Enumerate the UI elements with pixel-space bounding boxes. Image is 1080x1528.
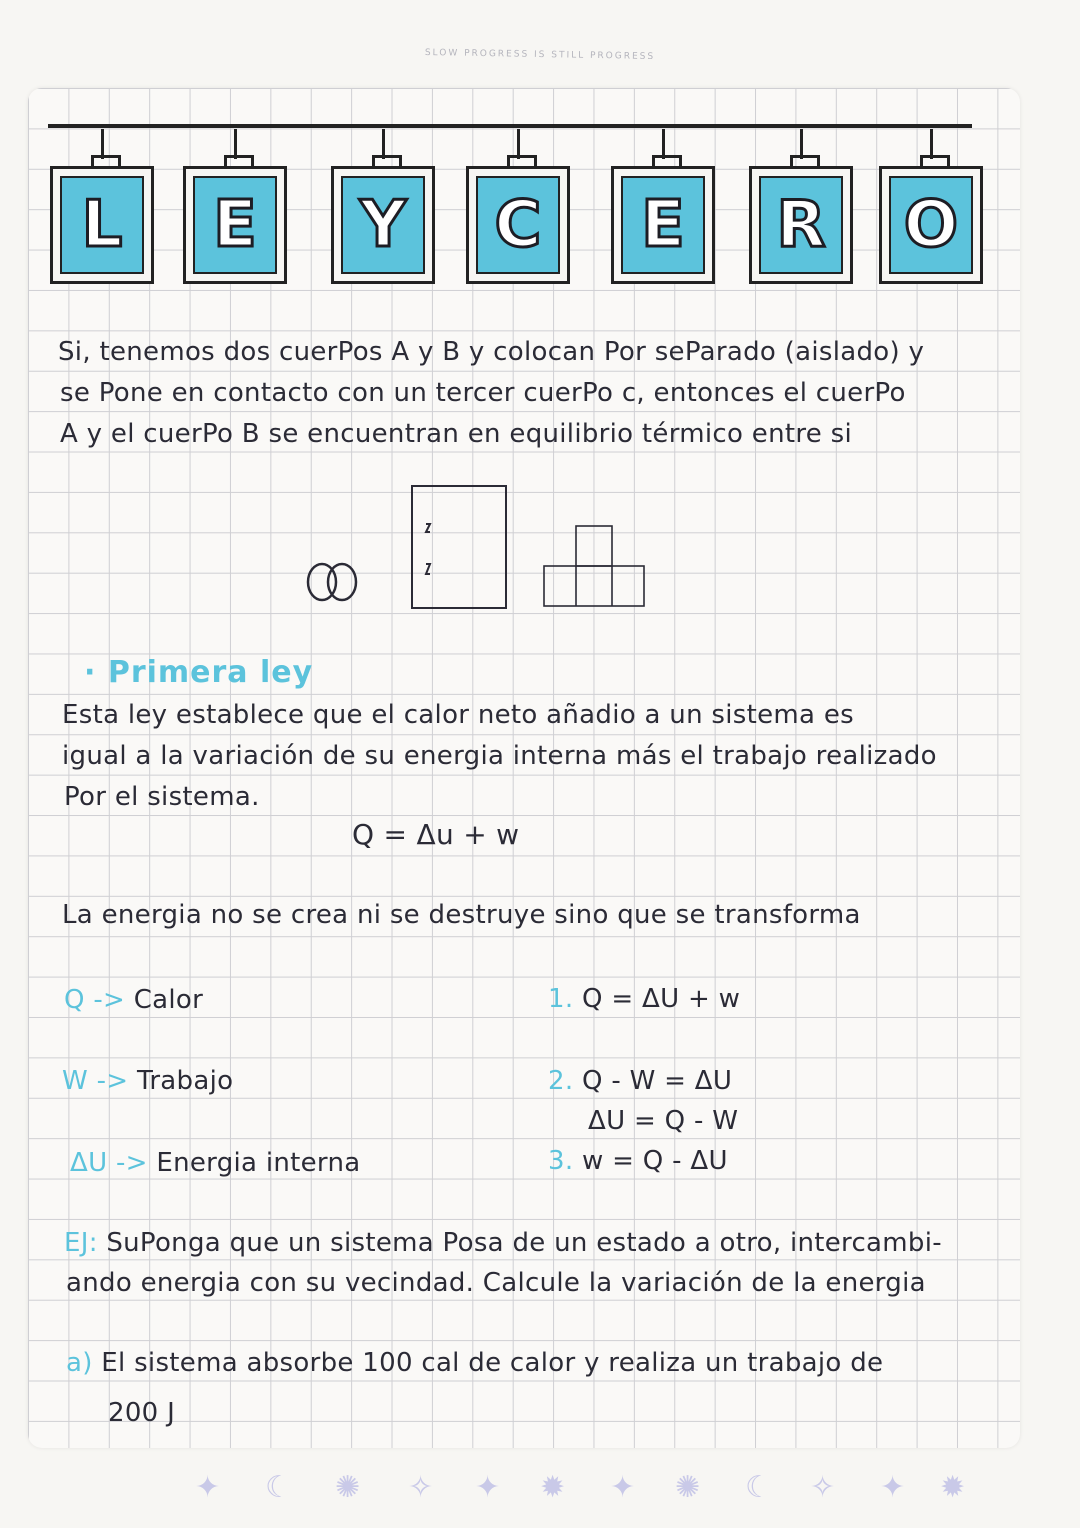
equation-1 — [548, 984, 740, 1014]
legend-arrow: -> — [116, 1148, 148, 1178]
footer-decorations — [0, 1470, 1080, 1510]
legend-du-label: Energia interna — [156, 1148, 361, 1178]
legend-w-label: Trabajo — [136, 1066, 234, 1096]
bodies-sketch — [300, 480, 660, 620]
title-letter: L — [81, 188, 123, 262]
first-law-line-1: Esta ley establece que el calor neto añadio a un sistema es — [62, 700, 854, 730]
example-item-a-value: 200 J — [108, 1398, 176, 1428]
title-frame-5 — [611, 166, 715, 284]
first-law-formula: Q = Δu + w — [352, 818, 520, 851]
title-frame-4 — [466, 166, 570, 284]
sparkle-icon: ✦ — [610, 1470, 636, 1505]
example-tag: EJ: — [64, 1228, 98, 1258]
title-frame-2 — [183, 166, 287, 284]
legend-row-du — [70, 1148, 360, 1178]
example-line-2: ando energia con su vecindad. Calcule la variación de la energia — [66, 1268, 926, 1298]
star-icon: ✧ — [810, 1470, 836, 1505]
moon-icon: ☾ — [265, 1470, 292, 1505]
equation-number: 2. — [548, 1066, 574, 1096]
legend-q-label: Calor — [133, 985, 204, 1015]
equation-2b: ΔU = Q - W — [588, 1106, 739, 1136]
intro-line-3: A y el cuerPo B se encuentran en equilibrio térmico entre si — [60, 419, 852, 449]
title-frame-6 — [749, 166, 853, 284]
first-law-line-2: igual a la variación de su energia interna más el trabajo realizado — [62, 741, 937, 771]
legend-arrow: -> — [96, 1066, 129, 1096]
moon-icon: ☾ — [745, 1470, 772, 1505]
title-letter: C — [494, 188, 542, 262]
title-letter: E — [641, 188, 685, 262]
example-text: SuPonga que un sistema Posa de un estado a otro, intercambi- — [106, 1228, 942, 1258]
example-line-1 — [64, 1228, 942, 1258]
title-frame-7 — [879, 166, 983, 284]
first-law-line-3: Por el sistema. — [64, 782, 260, 812]
sunburst-icon: ✹ — [940, 1470, 966, 1505]
legend-q-symbol: Q — [64, 985, 85, 1015]
legend-arrow: -> — [93, 985, 126, 1015]
sparkle-icon: ✦ — [195, 1470, 221, 1505]
energy-principle: La energia no se crea ni se destruye sino que se transforma — [62, 900, 861, 930]
star-icon: ✧ — [408, 1470, 434, 1505]
bodies-ab-sketch — [308, 564, 356, 600]
intro-line-2: se Pone en contacto con un tercer cuerPo c, entonces el cuerPo — [60, 378, 906, 408]
sunburst-icon: ✺ — [675, 1470, 701, 1505]
example-item-text: El sistema absorbe 100 cal de calor y realiza un trabajo de — [101, 1348, 884, 1378]
motto-header: SLOW PROGRESS IS STILL PROGRESS — [424, 47, 656, 63]
legend-du-symbol: ΔU — [70, 1148, 108, 1178]
equation-number: 1. — [548, 984, 574, 1014]
sparkle-icon: ✦ — [475, 1470, 501, 1505]
legend-row-w — [62, 1066, 233, 1096]
title-letter: O — [903, 188, 959, 262]
equation-number: 3. — [548, 1146, 574, 1176]
title-frame-3 — [331, 166, 435, 284]
intro-line-1: Si, tenemos dos cuerPos A y B y colocan Por seParado (aislado) y — [58, 337, 925, 367]
legend-row-q — [64, 985, 203, 1015]
body-c-sketch — [412, 486, 506, 608]
section-heading-primera-ley: · Primera ley — [84, 655, 314, 690]
equation-text: w = Q - ΔU — [582, 1146, 728, 1176]
equation-2a — [548, 1066, 732, 1096]
equation-text: Q - W = ΔU — [582, 1066, 733, 1096]
legend-w-symbol: W — [62, 1066, 89, 1096]
example-item-label: a) — [66, 1348, 93, 1378]
equation-3 — [548, 1146, 728, 1176]
title-letter: E — [213, 188, 257, 262]
example-item-a — [66, 1348, 883, 1378]
sparkle-icon: ✦ — [880, 1470, 906, 1505]
title-letter: R — [776, 188, 826, 262]
title-banner — [0, 128, 1080, 298]
sunburst-icon: ✹ — [540, 1470, 566, 1505]
sunburst-icon: ✺ — [335, 1470, 361, 1505]
title-letter: Y — [359, 188, 407, 262]
title-frame-1 — [50, 166, 154, 284]
equation-text: Q = ΔU + w — [582, 984, 741, 1014]
body-blocks-sketch — [544, 526, 644, 606]
